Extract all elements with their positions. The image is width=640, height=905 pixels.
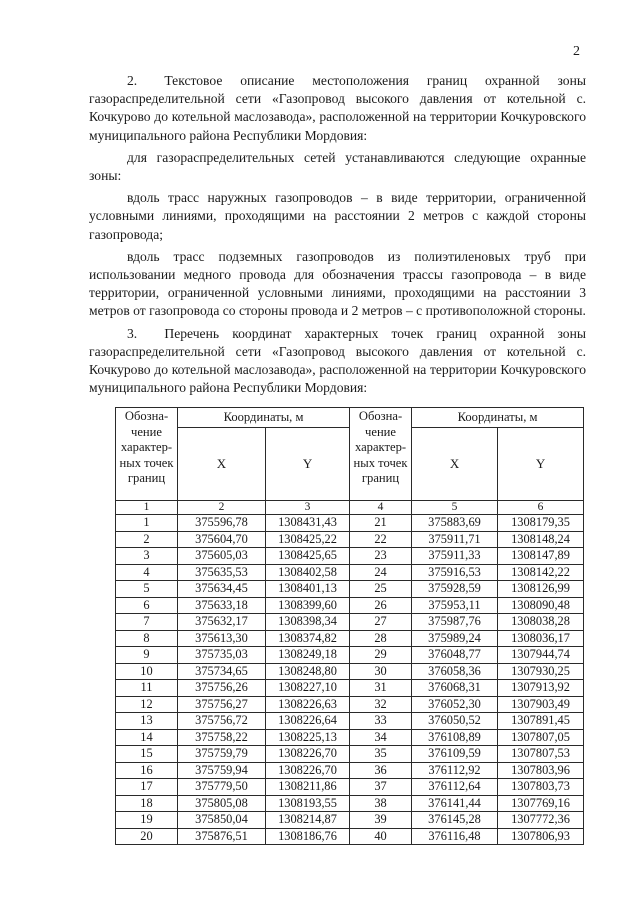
cell-y-left: 1308193,55 [266, 795, 350, 812]
cell-x-left: 375632,17 [178, 614, 266, 631]
cell-y-right: 1308126,99 [498, 581, 584, 598]
table-row [116, 531, 584, 548]
cell-y-right: 1308147,89 [498, 548, 584, 565]
cell-x-left: 375756,72 [178, 713, 266, 730]
page-number: 2 [573, 44, 580, 59]
column-number: 3 [266, 501, 350, 515]
cell-point-right: 40 [350, 828, 412, 845]
table-row [116, 828, 584, 845]
cell-x-right: 376068,31 [412, 680, 498, 697]
cell-point-right: 31 [350, 680, 412, 697]
cell-x-right: 375987,76 [412, 614, 498, 631]
cell-point-left: 16 [116, 762, 178, 779]
cell-x-right: 375928,59 [412, 581, 498, 598]
cell-y-right: 1307803,73 [498, 779, 584, 796]
cell-y-left: 1308226,63 [266, 696, 350, 713]
cell-y-left: 1308399,60 [266, 597, 350, 614]
cell-point-right: 22 [350, 531, 412, 548]
cell-x-right: 375883,69 [412, 515, 498, 532]
cell-y-left: 1308248,80 [266, 663, 350, 680]
cell-y-left: 1308401,13 [266, 581, 350, 598]
cell-x-right: 376050,52 [412, 713, 498, 730]
table-row [116, 515, 584, 532]
cell-x-left: 375759,94 [178, 762, 266, 779]
header-coords-left: Координаты, м [178, 408, 350, 428]
cell-x-left: 375596,78 [178, 515, 266, 532]
cell-x-left: 375734,65 [178, 663, 266, 680]
cell-y-left: 1308425,22 [266, 531, 350, 548]
cell-point-right: 37 [350, 779, 412, 796]
paragraph-section-3: 3. Перечень координат характерных точек границ охранной зоны газораспределительной сети «Газопровод высокого давления от котельной с. Кочкурово до котельной маслозавода», расположенной на территории Кочкуровского муниципального района Республики Мордовия: [89, 325, 586, 396]
cell-x-right: 376108,89 [412, 729, 498, 746]
cell-point-left: 7 [116, 614, 178, 631]
header-x-left: X [178, 428, 266, 501]
description-text [89, 72, 586, 401]
table-row [116, 614, 584, 631]
coordinates-table-body [116, 515, 584, 845]
cell-point-left: 20 [116, 828, 178, 845]
cell-point-left: 6 [116, 597, 178, 614]
cell-y-right: 1307769,16 [498, 795, 584, 812]
cell-x-left: 375759,79 [178, 746, 266, 763]
cell-y-left: 1308225,13 [266, 729, 350, 746]
cell-y-right: 1307913,92 [498, 680, 584, 697]
cell-y-right: 1308142,22 [498, 564, 584, 581]
header-y-left: Y [266, 428, 350, 501]
cell-y-left: 1308186,76 [266, 828, 350, 845]
cell-x-right: 376145,28 [412, 812, 498, 829]
cell-point-right: 26 [350, 597, 412, 614]
cell-x-left: 375758,22 [178, 729, 266, 746]
cell-point-right: 35 [350, 746, 412, 763]
cell-y-right: 1307772,36 [498, 812, 584, 829]
cell-point-right: 33 [350, 713, 412, 730]
cell-point-right: 25 [350, 581, 412, 598]
table-row [116, 680, 584, 697]
cell-y-left: 1308402,58 [266, 564, 350, 581]
cell-x-right: 375911,33 [412, 548, 498, 565]
cell-point-right: 38 [350, 795, 412, 812]
cell-point-left: 9 [116, 647, 178, 664]
header-x-right: X [412, 428, 498, 501]
coordinates-table [115, 407, 584, 845]
cell-point-right: 32 [350, 696, 412, 713]
cell-x-left: 375756,26 [178, 680, 266, 697]
column-number-row [116, 501, 584, 515]
cell-point-right: 34 [350, 729, 412, 746]
cell-point-right: 36 [350, 762, 412, 779]
cell-x-right: 375916,53 [412, 564, 498, 581]
cell-point-right: 21 [350, 515, 412, 532]
header-y-right: Y [498, 428, 584, 501]
cell-x-left: 375604,70 [178, 531, 266, 548]
cell-y-right: 1308179,35 [498, 515, 584, 532]
cell-point-left: 3 [116, 548, 178, 565]
cell-x-right: 376112,92 [412, 762, 498, 779]
table-row [116, 713, 584, 730]
cell-point-left: 12 [116, 696, 178, 713]
cell-point-left: 13 [116, 713, 178, 730]
cell-point-left: 11 [116, 680, 178, 697]
table-row [116, 746, 584, 763]
paragraph-section-2: 2. Текстовое описание местоположения границ охранной зоны газораспределительной сети «Газопровод высокого давления от котельной с. Кочкурово до котельной маслозавода», расположенной на территории Кочкуровского муниципального района Республики Мордовия: [89, 73, 586, 143]
column-number: 2 [178, 501, 266, 515]
cell-x-right: 376112,64 [412, 779, 498, 796]
table-row [116, 795, 584, 812]
cell-x-left: 375633,18 [178, 597, 266, 614]
cell-x-right: 376116,48 [412, 828, 498, 845]
cell-x-left: 375850,04 [178, 812, 266, 829]
cell-point-right: 29 [350, 647, 412, 664]
cell-point-right: 28 [350, 630, 412, 647]
cell-point-left: 8 [116, 630, 178, 647]
table-row [116, 663, 584, 680]
cell-y-right: 1307807,05 [498, 729, 584, 746]
cell-point-left: 15 [116, 746, 178, 763]
header-point-right: Обозна-чение характер-ных точек границ [350, 408, 412, 501]
cell-y-right: 1308036,17 [498, 630, 584, 647]
cell-y-right: 1307803,96 [498, 762, 584, 779]
table-row [116, 696, 584, 713]
table-row [116, 647, 584, 664]
cell-point-right: 24 [350, 564, 412, 581]
header-point-left: Обозна-чение характер-ных точек границ [116, 408, 178, 501]
cell-point-left: 5 [116, 581, 178, 598]
cell-y-right: 1307807,53 [498, 746, 584, 763]
cell-y-left: 1308249,18 [266, 647, 350, 664]
cell-x-left: 375605,03 [178, 548, 266, 565]
cell-x-left: 375735,03 [178, 647, 266, 664]
cell-y-left: 1308374,82 [266, 630, 350, 647]
paragraph-outdoor-pipelines: вдоль трасс наружных газопроводов – в виде территории, ограниченной условными линиями, проходящими на расстоянии 2 метров с каждой стороны газопровода; [89, 190, 586, 242]
cell-y-left: 1308398,34 [266, 614, 350, 631]
cell-y-left: 1308425,65 [266, 548, 350, 565]
cell-y-left: 1308227,10 [266, 680, 350, 697]
table-row [116, 729, 584, 746]
cell-y-right: 1307930,25 [498, 663, 584, 680]
cell-point-left: 1 [116, 515, 178, 532]
cell-point-right: 27 [350, 614, 412, 631]
cell-y-right: 1307891,45 [498, 713, 584, 730]
table-row [116, 762, 584, 779]
cell-point-right: 23 [350, 548, 412, 565]
cell-x-left: 375635,53 [178, 564, 266, 581]
cell-point-right: 30 [350, 663, 412, 680]
table-row [116, 581, 584, 598]
cell-y-left: 1308214,87 [266, 812, 350, 829]
column-number: 6 [498, 501, 584, 515]
paragraph-zones-intro: для газораспределительных сетей устанавливаются следующие охранные зоны: [89, 149, 586, 184]
cell-y-right: 1308148,24 [498, 531, 584, 548]
cell-x-right: 376048,77 [412, 647, 498, 664]
cell-point-left: 4 [116, 564, 178, 581]
table-row [116, 548, 584, 565]
table-row [116, 779, 584, 796]
cell-point-left: 2 [116, 531, 178, 548]
cell-x-right: 376109,59 [412, 746, 498, 763]
cell-y-right: 1307944,74 [498, 647, 584, 664]
cell-y-left: 1308431,43 [266, 515, 350, 532]
cell-point-left: 19 [116, 812, 178, 829]
table-row [116, 812, 584, 829]
cell-x-right: 375989,24 [412, 630, 498, 647]
cell-y-right: 1308090,48 [498, 597, 584, 614]
paragraph-underground-pipelines: вдоль трасс подземных газопроводов из полиэтиленовых труб при использовании медного провода для обозначения трассы газопровода – в виде территории, ограниченной условными линиями, проходящими на расстоянии 3 метров от газопровода со стороны провода и 2 метров – с противоположной стороны. [89, 248, 586, 319]
column-number: 1 [116, 501, 178, 515]
cell-point-left: 10 [116, 663, 178, 680]
cell-point-left: 17 [116, 779, 178, 796]
table-row [116, 630, 584, 647]
cell-point-right: 39 [350, 812, 412, 829]
table-row [116, 597, 584, 614]
header-coords-right: Координаты, м [412, 408, 584, 428]
cell-x-right: 375911,71 [412, 531, 498, 548]
table-row [116, 564, 584, 581]
cell-point-left: 18 [116, 795, 178, 812]
cell-x-left: 375876,51 [178, 828, 266, 845]
cell-x-left: 375779,50 [178, 779, 266, 796]
cell-x-left: 375634,45 [178, 581, 266, 598]
cell-x-right: 375953,11 [412, 597, 498, 614]
cell-x-right: 376052,30 [412, 696, 498, 713]
cell-point-left: 14 [116, 729, 178, 746]
cell-y-right: 1308038,28 [498, 614, 584, 631]
cell-y-left: 1308226,70 [266, 746, 350, 763]
cell-y-left: 1308226,70 [266, 762, 350, 779]
column-number: 5 [412, 501, 498, 515]
column-number: 4 [350, 501, 412, 515]
cell-x-right: 376141,44 [412, 795, 498, 812]
cell-x-left: 375756,27 [178, 696, 266, 713]
cell-x-right: 376058,36 [412, 663, 498, 680]
cell-y-right: 1307903,49 [498, 696, 584, 713]
cell-y-right: 1307806,93 [498, 828, 584, 845]
cell-x-left: 375613,30 [178, 630, 266, 647]
cell-x-left: 375805,08 [178, 795, 266, 812]
cell-y-left: 1308211,86 [266, 779, 350, 796]
cell-y-left: 1308226,64 [266, 713, 350, 730]
